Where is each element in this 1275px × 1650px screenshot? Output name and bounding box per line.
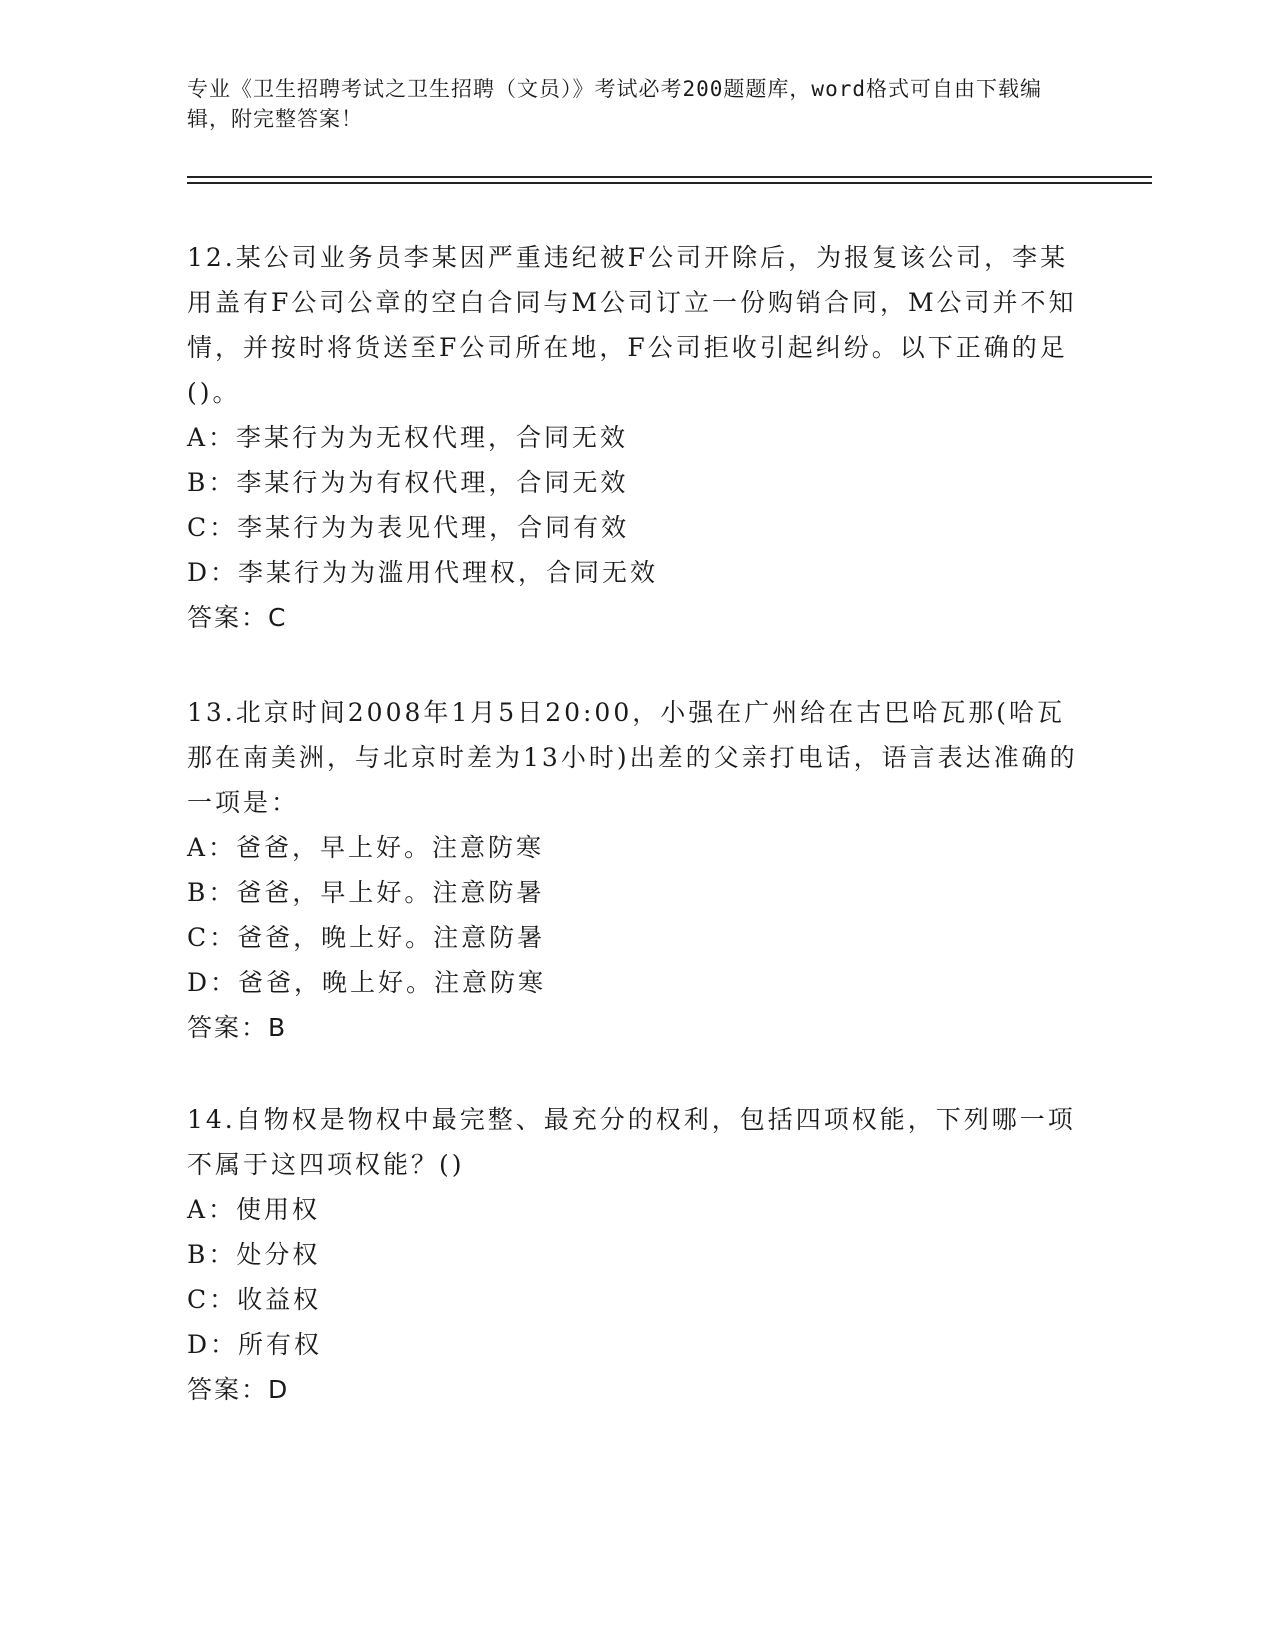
answer-line: 答案：B [187,1013,288,1042]
header-divider-bottom [187,182,1152,184]
option-b: B：李某行为为有权代理，合同无效 [187,468,629,497]
option-b: B：爸爸，早上好。注意防暑 [187,878,545,907]
option-c: C：爸爸，晚上好。注意防暑 [187,923,546,952]
option-b: B：处分权 [187,1240,321,1269]
question-block [187,1097,1087,1412]
question-stem: 13.北京时间2008年1月5日20:00，小强在广州给在古巴哈瓦那(哈瓦那在南美洲，与北京时差为13小时)出差的父亲打电话，语言表达准确的一项是： [187,698,1078,817]
option-a: A：使用权 [187,1195,321,1224]
document-header: 专业《卫生招聘考试之卫生招聘（文员）》考试必考200题题库，word格式可自由下载编辑，附完整答案！ [187,77,1042,131]
answer-line: 答案：D [187,1375,290,1404]
option-d: D：李某行为为滥用代理权，合同无效 [187,558,659,587]
option-d: D：爸爸，晚上好。注意防寒 [187,968,547,997]
question-block [187,235,1087,640]
answer-line: 答案：C [187,603,288,632]
option-d: D：所有权 [187,1330,323,1359]
option-c: C：收益权 [187,1285,322,1314]
option-a: A：李某行为为无权代理，合同无效 [187,423,629,452]
question-stem: 14.自物权是物权中最完整、最充分的权利，包括四项权能，下列哪一项不属于这四项权能？() [187,1105,1076,1179]
option-a: A：爸爸，早上好。注意防寒 [187,833,545,862]
question-stem: 12.某公司业务员李某因严重违纪被F公司开除后，为报复该公司，李某用盖有F公司公章的空白合同与M公司订立一份购销合同，M公司并不知情，并按时将货送至F公司所在地，F公司拒收引起纠纷。以下正确的足()。 [187,243,1077,407]
question-block [187,690,1087,1050]
option-c: C：李某行为为表见代理，合同有效 [187,513,630,542]
header-divider-top [187,176,1152,178]
